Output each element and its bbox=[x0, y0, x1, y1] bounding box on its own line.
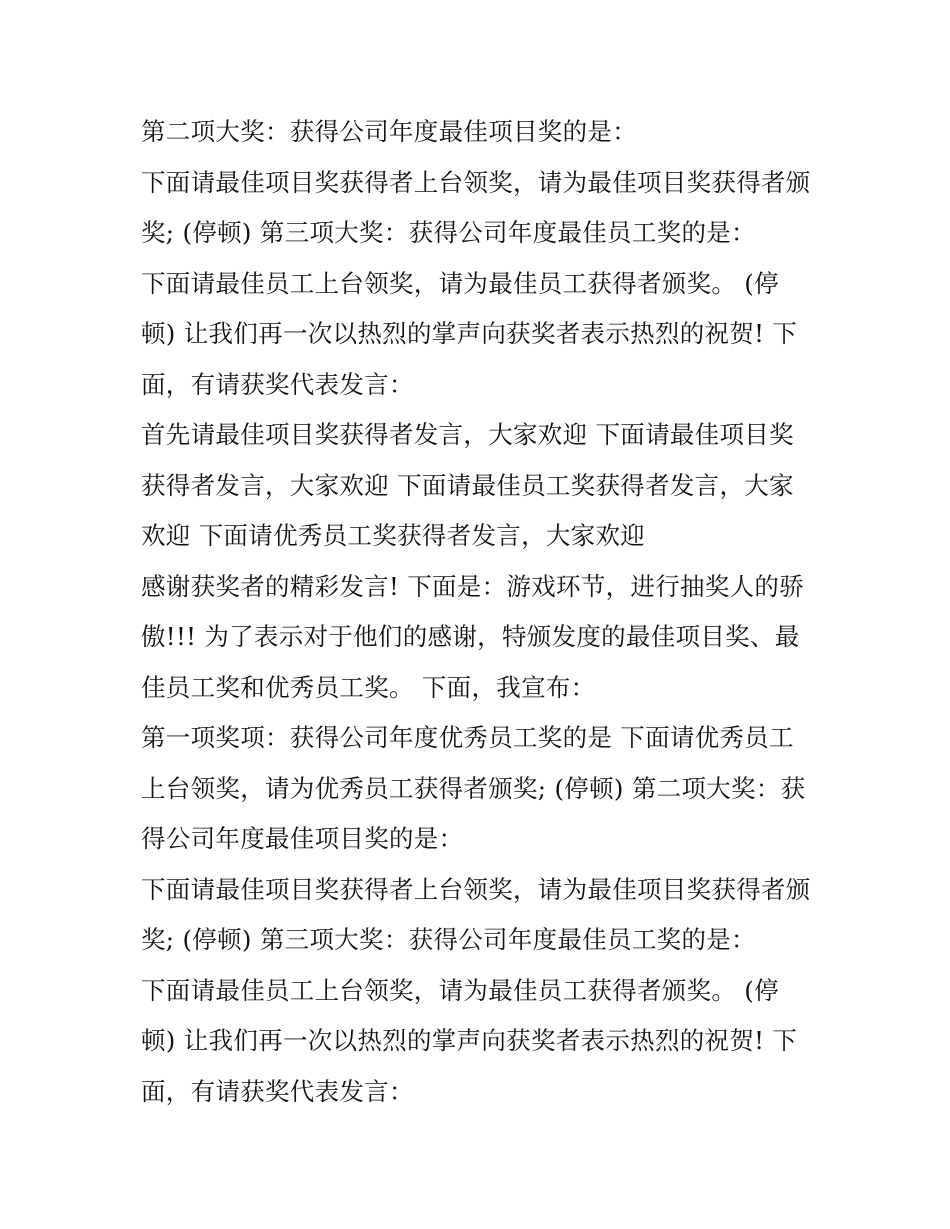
text-line: 获得者发言，大家欢迎 下面请最佳员工奖获得者发言，大家 bbox=[141, 470, 794, 500]
text-line: 下面请最佳项目奖获得者上台领奖，请为最佳项目奖获得者颁 bbox=[141, 167, 811, 197]
text-line: 下面请最佳员工上台领奖，请为最佳员工获得者颁奖。 (停 bbox=[141, 975, 779, 1005]
text-line: 傲!!! 为了表示对于他们的感谢，特颁发度的最佳项目奖、最 bbox=[141, 622, 800, 651]
text-line: 第一项奖项：获得公司年度优秀员工奖的是 下面请优秀员工 bbox=[141, 723, 794, 752]
text-line: 得公司年度最佳项目奖的是： bbox=[141, 824, 464, 853]
text-line: 奖; (停顿) 第三项大奖：获得公司年度最佳员工奖的是： bbox=[141, 925, 756, 954]
text-line: 下面请最佳项目奖获得者上台领奖，请为最佳项目奖获得者颁 bbox=[141, 874, 811, 904]
text-line: 顿) 让我们再一次以热烈的掌声向获奖者表示热烈的祝贺! 下 bbox=[141, 319, 798, 348]
text-line: 顿) 让我们再一次以热烈的掌声向获奖者表示热烈的祝贺! 下 bbox=[141, 1026, 798, 1055]
text-line: 下面请最佳员工上台领奖，请为最佳员工获得者颁奖。 (停 bbox=[141, 268, 779, 298]
text-line: 首先请最佳项目奖获得者发言，大家欢迎 下面请最佳项目奖 bbox=[141, 420, 794, 449]
text-line: 面，有请获奖代表发言： bbox=[141, 1076, 414, 1106]
text-line: 第二项大奖：获得公司年度最佳项目奖的是： bbox=[141, 117, 637, 146]
text-line: 感谢获奖者的精彩发言! 下面是：游戏环节，进行抽奖人的骄 bbox=[141, 571, 805, 601]
document-body bbox=[141, 107, 821, 1117]
text-line: 欢迎 下面请优秀员工奖获得者发言，大家欢迎 bbox=[141, 521, 646, 550]
text-line: 佳员工奖和优秀员工奖。 下面，我宣布： bbox=[141, 672, 596, 702]
text-line: 上台领奖，请为优秀员工获得者颁奖; (停顿) 第二项大奖：获 bbox=[141, 773, 806, 803]
text-line: 面，有请获奖代表发言： bbox=[141, 369, 414, 399]
text-line: 奖; (停顿) 第三项大奖：获得公司年度最佳员工奖的是： bbox=[141, 218, 756, 247]
